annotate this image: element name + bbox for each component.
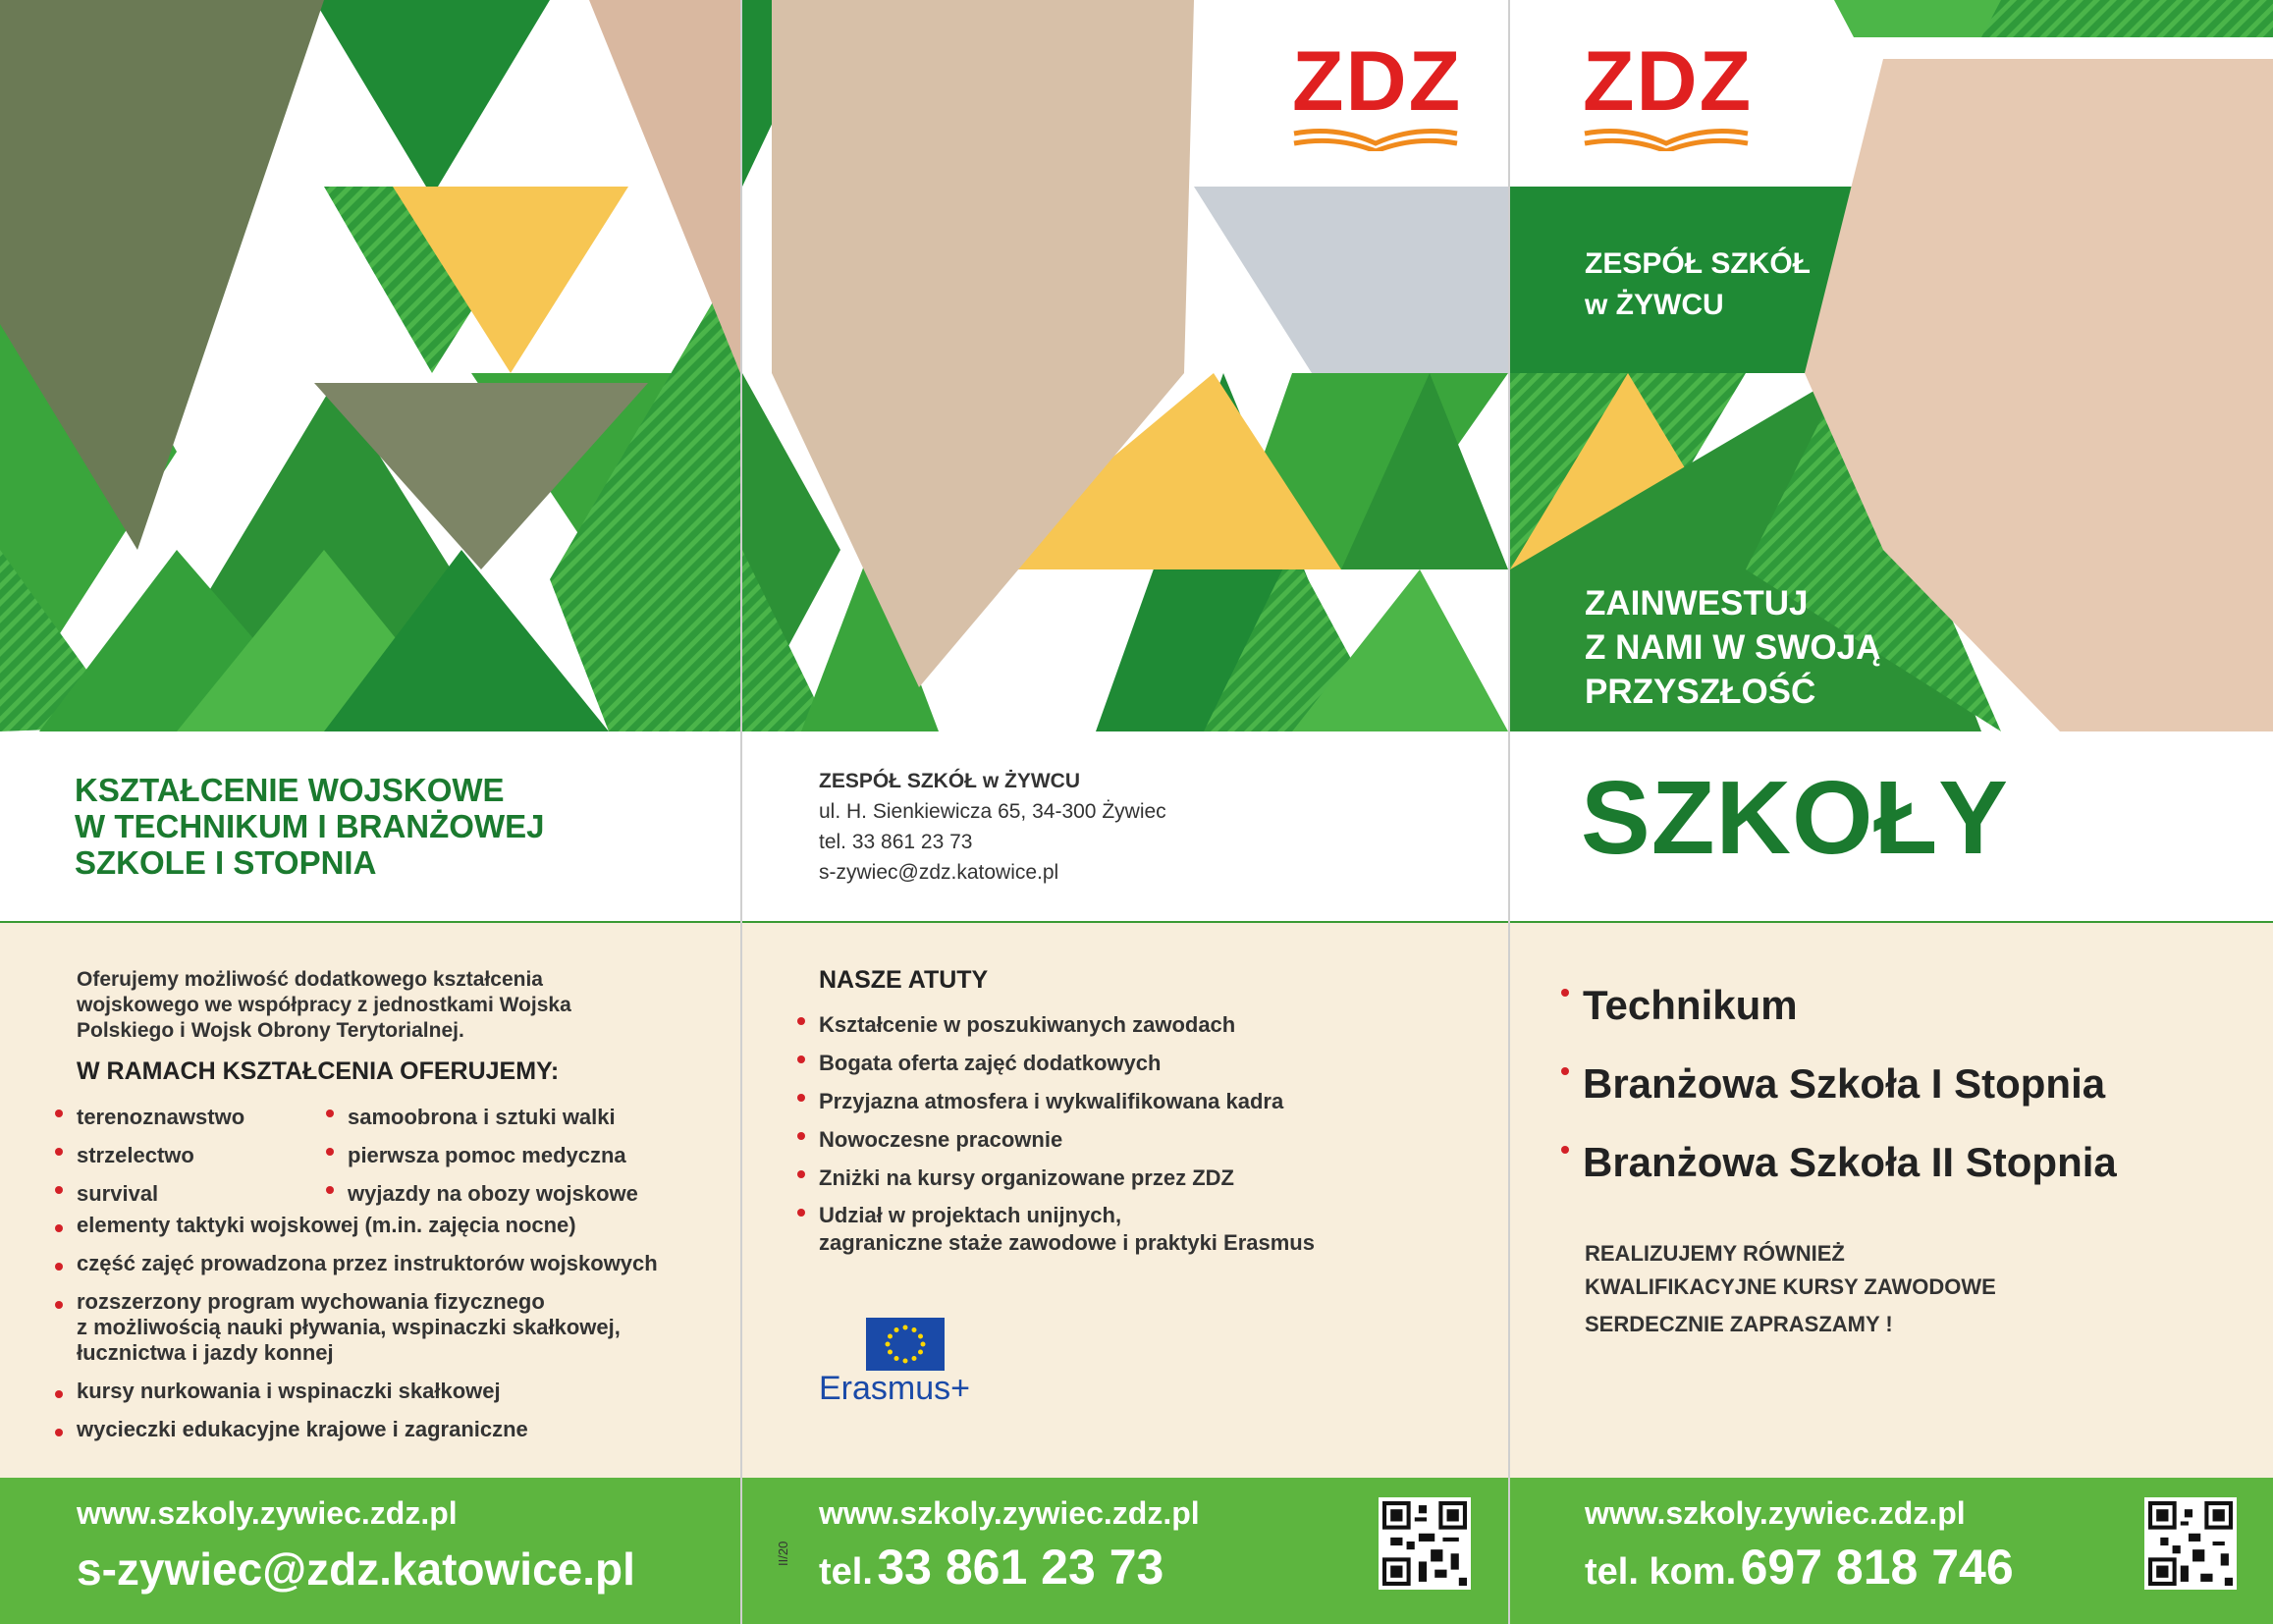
list-item (795, 1197, 1315, 1257)
atuty-title: NASZE ATUTY (819, 966, 989, 994)
qr-code[interactable] (1379, 1497, 1471, 1590)
panel2-content (742, 923, 1508, 1478)
website-link[interactable]: www.szkoly.zywiec.zdz.pl (1585, 1495, 1966, 1531)
panel1-heading-line: W TECHNIKUM I BRANŻOWEJ (75, 808, 545, 844)
panel1-content (0, 923, 740, 1478)
contact-block (819, 766, 1166, 888)
list-item-line: zagraniczne staże zawodowe i praktyki Erasmus (819, 1230, 1315, 1255)
email-link[interactable]: s-zywiec@zdz.katowice.pl (819, 861, 1059, 884)
list-item: Zniżki na kursy organizowane przez ZDZ (795, 1159, 1315, 1197)
also-line: KWALIFIKACYJNE KURSY ZAWODOWE (1585, 1274, 1996, 1299)
list-item: pierwsza pomoc medyczna (324, 1136, 638, 1174)
panel1-footer (0, 1478, 740, 1624)
qr-code[interactable] (2144, 1497, 2237, 1590)
contact-panel (742, 0, 1508, 1624)
book-icon (1292, 126, 1459, 151)
list-item: wyjazdy na obozy wojskowe (324, 1174, 638, 1213)
phone-prefix: tel. (819, 1551, 873, 1593)
intro-line: Polskiego i Wojsk Obrony Terytorialnej. (77, 1019, 464, 1042)
also-line: REALIZUJEMY RÓWNIEŻ (1585, 1241, 1845, 1266)
list-item (53, 1289, 658, 1366)
invite-text: SERDECZNIE ZAPRASZAMY ! (1585, 1312, 1893, 1336)
list-item: Branżowa Szkoła II Stopnia (1559, 1123, 2117, 1202)
slogan-line: ZAINWESTUJ (1585, 584, 1809, 623)
list-item: Przyjazna atmosfera i wykwalifikowana kadra (795, 1082, 1315, 1120)
erasmus-logo: Erasmus+ (819, 1370, 970, 1407)
school-name-line: w ŻYWCU (1585, 289, 1724, 321)
also-note (1585, 1237, 1996, 1304)
list-item: terenoznawstwo (53, 1098, 244, 1136)
panel1-intro (77, 967, 571, 1044)
slogan-line: Z NAMI W SWOJĄ (1585, 628, 1881, 667)
cover-panel (1510, 0, 2273, 1624)
offer-list-right (324, 1098, 638, 1213)
list-item: elementy taktyki wojskowej (m.in. zajęcia nocne) (53, 1213, 658, 1238)
list-item: wycieczki edukacyjne krajowe i zagraniczne (53, 1417, 658, 1442)
list-item-line: z możliwością nauki pływania, wspinaczki skałkowej, (77, 1315, 621, 1339)
website-link[interactable]: www.szkoly.zywiec.zdz.pl (819, 1495, 1200, 1531)
schools-list (1559, 966, 2117, 1202)
qr-code-icon (1382, 1501, 1467, 1586)
list-item-line: rozszerzony program wychowania fizycznego (77, 1289, 545, 1314)
list-item-line: łucznictwa i jazdy konnej (77, 1340, 334, 1365)
zdz-logo: ZDZ (1292, 34, 1463, 129)
panel1-artwork (0, 0, 740, 731)
school-name-line: ZESPÓŁ SZKÓŁ (1585, 247, 1812, 280)
list-item-line: Udział w projektach unijnych, (819, 1203, 1122, 1227)
panel3-content (1510, 923, 2273, 1478)
phone-prefix: tel. kom. (1585, 1551, 1737, 1593)
atuty-list (795, 1005, 1315, 1257)
list-item: Bogata oferta zajęć dodatkowych (795, 1044, 1315, 1082)
list-item: Kształcenie w poszukiwanych zawodach (795, 1005, 1315, 1044)
list-item: Technikum (1559, 966, 2117, 1045)
list-item: Nowoczesne pracownie (795, 1120, 1315, 1159)
zdz-logo: ZDZ (1583, 34, 1754, 129)
list-item: część zajęć prowadzona przez instruktorów wojskowych (53, 1251, 658, 1276)
phone: tel. 33 861 23 73 (819, 831, 973, 853)
email-link[interactable]: s-zywiec@zdz.katowice.pl (77, 1543, 635, 1595)
panel3-footer (1510, 1478, 2273, 1624)
phone-number[interactable]: 697 818 746 (1740, 1540, 2014, 1595)
page-title: SZKOŁY (1581, 760, 2009, 876)
slogan-line: PRZYSZŁOŚĆ (1585, 673, 1816, 711)
panel2-footer (742, 1478, 1508, 1624)
school-name: ZESPÓŁ SZKÓŁ w ŻYWCU (819, 770, 1080, 792)
military-panel (0, 0, 740, 1624)
panel1-heading-line: SZKOLE I STOPNIA (75, 844, 377, 881)
panel1-heading-line: KSZTAŁCENIE WOJSKOWE (75, 772, 505, 808)
panel1-heading (75, 772, 544, 881)
slogan (1585, 581, 1880, 714)
footer-phone (1585, 1539, 2014, 1596)
intro-line: wojskowego we współpracy z jednostkami Wojska (77, 994, 571, 1016)
list-item: survival (53, 1174, 244, 1213)
print-code: II/20 (776, 1541, 790, 1566)
list-item: kursy nurkowania i wspinaczki skałkowej (53, 1379, 658, 1404)
offer-list-left (53, 1098, 244, 1213)
qr-code-icon (2148, 1501, 2233, 1586)
list-item: Branżowa Szkoła I Stopnia (1559, 1045, 2117, 1123)
list-item: samoobrona i sztuki walki (324, 1098, 638, 1136)
phone-number[interactable]: 33 861 23 73 (877, 1540, 1164, 1595)
intro-line: Oferujemy możliwość dodatkowego kształcenia (77, 968, 543, 991)
offer-title: W RAMACH KSZTAŁCENIA OFERUJEMY: (77, 1057, 560, 1085)
school-name (1585, 244, 1811, 326)
list-item: strzelectwo (53, 1136, 244, 1174)
offer-list-full (53, 1213, 658, 1442)
website-link[interactable]: www.szkoly.zywiec.zdz.pl (77, 1495, 458, 1531)
book-icon (1583, 126, 1750, 151)
eu-flag-icon (866, 1318, 945, 1371)
address: ul. H. Sienkiewicza 65, 34-300 Żywiec (819, 800, 1166, 823)
footer-phone (819, 1539, 1164, 1596)
